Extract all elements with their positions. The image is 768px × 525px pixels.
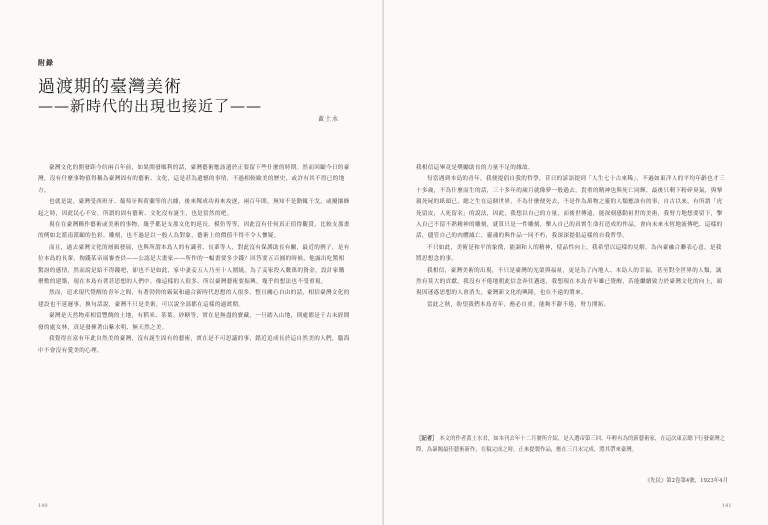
page-number-left: 140 [38,503,48,509]
author-name: 黃土水 [318,116,340,123]
right-body-text [416,163,726,311]
paragraph: 我相信這畢竟是獎勵助長的力量不足的緣故。 [416,165,534,171]
editor-note [416,434,728,456]
left-body-text [38,163,350,357]
paragraph: 不只如此，美術是和平的象徵，能調和人的精神，使品性向上，我希望以這樣的見解，為內臺融合聯表心意，是我將思想念的事。 [416,244,722,263]
paragraph: 而且，過去臺灣文化的層級發展，也與所謂本島人的有識者、長輩等人，對此沒有保護助長有關，最近的例子，是有位本島的長輩，掏錢某帝展審查員——公認是大畫家——所作的一幅畫要多少錢？回答要五百圓的時候，他露出吃驚相驚訝的感情，然而說是給不得錢吧，卻也不是如此，家中妻妾五人乃至十人圍繞，為了妾家投入數萬的資金，設計家購聚敷的建築，現在本島有著甚思想的人們中，像這樣的人很多，所以臺灣藝術要振興，幾乎的想法也不受重視。 [38,244,350,286]
page-number-right: 141 [722,503,732,509]
article-title: 過渡期的臺灣美術 [38,77,182,97]
editor-note-tag: ［記者］ [416,436,438,442]
paragraph: 也就是說，臺灣受西班牙、葡萄牙與荷蘭等的占據，後來鄭成功再來攻逐，兩百年間，無知不是動輒干戈，或擾攘蜂起之時，因此民心不安，所謂的固有藝術、文化沒有誕生，也是當然的吧。 [38,199,350,217]
editor-note-text: 本文的作者黃土水君，如本刊去年十二月號所介紹，是入選帝第三回、年輕有為的新藝術家，在這次東京總下行發臺灣之際，為暴闖最佳藝術新作，在稿完成之時，正來提製作品，應在三月末完成，將其帶來臺灣。 [416,436,726,453]
paragraph: 我覺得在富有年此自然美的臺灣，沒有誕生固有的藝術，實在是不可思議的事，錯近追成長於這自然美的人們，腦海中不會沒有愛美的心理。 [38,336,350,354]
paragraph: 現在在臺灣稱作藝術或美術的事物，幾乎都是支那文化的延長，模仿等等，因此沒有任何真正值得觀賞、比較支那畫的例如北派南派顧的色彩、雕刻，也不過是以一般人為對象，藝術上的價值不得不令人懷疑。 [38,222,350,240]
appendix-label: 附錄 [38,58,54,67]
paragraph: 然而，追求現代覺醒的青年之間，有著勃勃的霸氣和適合新時代思想的人很多，整且關心自由的話，相信臺灣文化的建設也不延遲事，換句話說，臺灣不只是美術，可以說全部都在這樣的過渡期。 [38,290,350,308]
paragraph: 臺灣是天然物產相當豐饒的土地，有稻米、茶葉、砂糖等，實在是無盡的寶藏，一旦踏入山地，則處都是千古未經開發的處女林，真是發揮著山紫水明、無天然之美。 [38,313,350,331]
paragraph: 我相信，臺灣美術的出現，不只是臺灣的光榮與福祉，更是為了內地人、本島人的幸福，甚至對全世界的人類，誠然有莫大的貢獻，我沒有不倦地朝此信念奔往邁進，我想現在本島青年雖已覺醒，若能繼續致力於臺灣文化的向上，頭現因迷惑思想的人會消失，臺灣新文化的興隆，也在不遠的將來。 [416,267,723,297]
article-subtitle: ——新時代的出現也接近了—— [38,97,263,115]
source-citation: 《先民》第2卷第4號，1923年4月 [644,478,728,484]
paragraph: 臺灣文化的開發距今約兩百年前，如果開發順利的話，臺灣藝術應該遺於正要留下些什麼的時期。然而回顧今日的臺灣，沒有什麼事物值得稱為臺灣固有的藝術、文化，這是甚為遺憾的事情，不過相較歐美的歷史，或許有其不得已的地方。 [38,165,350,194]
paragraph: 每當遇到本島的青年，我便提倡自我的哲學，昔日的諺語提到「人生七十古來稀」，不過如東洋人的平均年齡也才三十多歲，不為什麼而生的話，三十多年的歲月就像夢一般過去，貴重的精神也與死亡同輝，最後只剩下粉碎臭氣，與摯親死屍的紙頭已，總之生在這個世界，不為什麼便死去，不是作為萬物之靈的人類應該有的事，自古以來，有所謂「虎死留皮，人死留名」的說法，因此，我想以自己的方量，而後世傳遠，能深刻感動祖世的美術，我努力地想要留下，擊入自己不留不熟精神的雕刻，就算只是一件雕刻，擊入自己的真實生命打造成的作品，會向未來永恆地流傳吧，這樣的話，儘管自己的肉體滅亡，靈魂的與作品一同不朽，我深深提倡這樣的自我哲學。 [416,176,725,240]
paragraph: 當此之秋，盼望我們本島青年，務必自重，能夠不辭不倦，努力開拓。 [427,301,610,308]
